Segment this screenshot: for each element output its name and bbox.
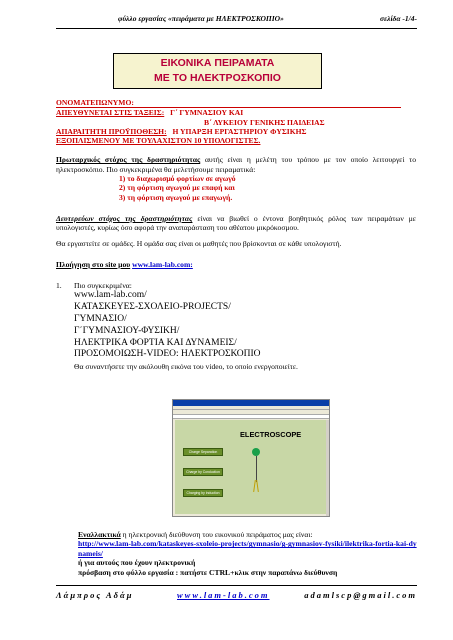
- electroscope-ball: [252, 448, 260, 456]
- header-title: φύλλο εργασίας «πειράματα με ΗΛΕΚΤΡΟΣΚΟΠΙΟ»: [118, 14, 284, 23]
- page-footer: [56, 590, 417, 602]
- alternative-paragraph: [78, 530, 418, 577]
- path-item: ΗΛΕΚΤΡΙΚΑ ΦΟΡΤΙΑ ΚΑΙ ΔΥΝΑΜΕΙΣ/: [74, 337, 237, 348]
- site-path: [74, 290, 416, 361]
- browser-address-bar: [173, 415, 329, 419]
- electroscope-rod: [256, 456, 257, 482]
- path-item: Γ΄ΓΥΜΝΑΣΙΟΥ-ΦΥΣΙΚΗ/: [74, 325, 180, 336]
- page-number: σελίδα -1/4-: [380, 14, 417, 23]
- list-item: 3) τη φόρτιση αγωγού με επαγωγή.: [119, 192, 233, 202]
- document-title-box: [113, 53, 322, 89]
- prereq-value-1: Η ΥΠΑΡΞΗ ΕΡΓΑΣΤΗΡΙΟΥ ΦΥΣΙΚΗΣ: [172, 126, 307, 136]
- footer-author: Λάμπρος Αδάμ: [56, 590, 134, 600]
- list-item: 2) τη φόρτιση αγωγού με επαφή και: [119, 183, 235, 193]
- simulation-title: ELECTROSCOPE: [240, 430, 302, 439]
- prereq-value-2: ΕΞΟΠΛΙΣΜΕΝΟΥ ΜΕ ΤΟΥΛΑΧΙΣΤΟΝ 10 ΥΠΟΛΟΓΙΣΤΕΣ.: [56, 136, 261, 146]
- primary-goal-label: Πρωταρχικός στόχος της δραστηριότητας: [56, 155, 201, 165]
- path-item: ΚΑΤΑΣΚΕΥΕΣ-ΣΧΟΛΕΙΟ-PROJECTS/: [74, 302, 231, 313]
- charging-by-induction-button[interactable]: Charging by Induction: [183, 489, 223, 497]
- step-1: [56, 281, 416, 290]
- classes-value-1: Γ΄ ΓΥΜΝΑΣΙΟΥ ΚΑΙ: [170, 108, 244, 118]
- title-line-2: ΜΕ ΤΟ ΗΛΕΚΤΡΟΣΚΟΠΙΟ: [154, 72, 281, 84]
- document-body: [56, 98, 416, 372]
- classes-value-2: Β΄ ΛΥΚΕΙΟΥ ΓΕΝΙΚΗΣ ΠΑΙΔΕΙΑΣ: [204, 117, 325, 127]
- alt-url-link[interactable]: http://www.lam-lab.com/kataskeyes-sxoleio-projects/gymnasio/g-gymnasiov-fysiki/ilektrika-fortia-kai-dynameis/: [78, 539, 417, 558]
- step-after-text: Θα συναντήσετε την ακόλουθη εικόνα του video, το οποίο ενεργοποιείτε.: [74, 362, 298, 372]
- path-item: ΓΥΜΝΑΣΙΟ/: [74, 314, 127, 325]
- electroscope-icon: [249, 448, 263, 508]
- path-item: ΠΡΟΣΟΜΟΙΩΣΗ-VIDEO: ΗΛΕΚΤΡΟΣΚΟΠΙΟ: [74, 349, 261, 360]
- charge-separation-button[interactable]: Charge Separation: [183, 448, 223, 456]
- secondary-goal-paragraph: [56, 214, 416, 233]
- alt-text: η ηλεκτρονική διεύθυνση του εικονικού πειράματος μας είναι:: [120, 530, 313, 539]
- classes-label: ΑΠΕΥΘΥΝΕΤΑΙ ΣΤΙΣ ΤΑΞΕΙΣ:: [56, 108, 165, 118]
- page-header: [56, 14, 417, 26]
- primary-goal-text: αυτής είναι η μελέτη του τρόπου με τον οποίο λειτουργεί το ηλεκτροσκόπιο. Πιο συγκεκριμένα θα μελετήσουμε πειραματικά:: [56, 155, 416, 174]
- groups-paragraph: Θα εργαστείτε σε ομάδες. Η ομάδα σας είναι οι μαθητές που βρίσκονται σε κάθε υπολογιστή.: [56, 238, 342, 248]
- video-screenshot: [172, 399, 330, 517]
- primary-goal-paragraph: [56, 155, 416, 174]
- list-item: 1) το διαχωρισμό φορτίων σε αγωγό: [119, 174, 236, 184]
- prereq-label: ΑΠΑΡΑΙΤΗΤΗ ΠΡΟΫΠΟΘΕΣΗ:: [56, 126, 167, 136]
- nav-link[interactable]: www.lam-lab.com:: [132, 259, 193, 269]
- step-number: 1.: [56, 281, 62, 291]
- path-item: www.lam-lab.com/: [74, 290, 147, 301]
- footer-divider: [56, 585, 417, 586]
- electroscope-leaf: [256, 480, 259, 492]
- secondary-goal-label: Δευτερεύων στόχος της δραστηριότητας: [56, 213, 193, 223]
- header-divider: [56, 28, 417, 29]
- footer-site-link[interactable]: www.lam-lab.com: [177, 590, 270, 600]
- footer-email[interactable]: adamlscp@gmail.com: [304, 590, 417, 600]
- primary-goal-list: [119, 174, 416, 202]
- alt-note-2: πρόσβαση στο φύλλο εργασία : πατήστε CTRL+κλικ στην παραπάνω διεύθυνση: [78, 567, 338, 577]
- classes-line: [56, 108, 416, 117]
- step-intro: Πιο συγκεκριμένα:: [74, 281, 132, 291]
- name-label: ΟΝΟΜΑΤΕΠΩΝΥΜΟ:: [56, 98, 401, 108]
- nav-label: Πλοήγηση στο site μου: [56, 259, 131, 269]
- alt-note-1: ή για αυτούς που έχουν ηλεκτρονική: [78, 558, 196, 568]
- simulation-stage: [175, 420, 327, 514]
- scrollbar: [326, 420, 329, 516]
- charge-by-conduction-button[interactable]: Charge by Conduction: [183, 468, 223, 476]
- navigation-heading: [56, 260, 416, 269]
- prereq-line: [56, 127, 416, 136]
- title-line-1: ΕΙΚΟΝΙΚΑ ΠΕΙΡΑΜΑΤΑ: [160, 57, 275, 69]
- alt-label: Εναλλακτικά: [78, 530, 121, 539]
- secondary-goal-text: είναι να βιωθεί ο έντονα βοηθητικός ρόλος των πειραμάτων με υπολογιστές, κυρίως όσο αφορά την αναπαράσταση του αθέατου μικρόκοσμου.: [56, 213, 416, 233]
